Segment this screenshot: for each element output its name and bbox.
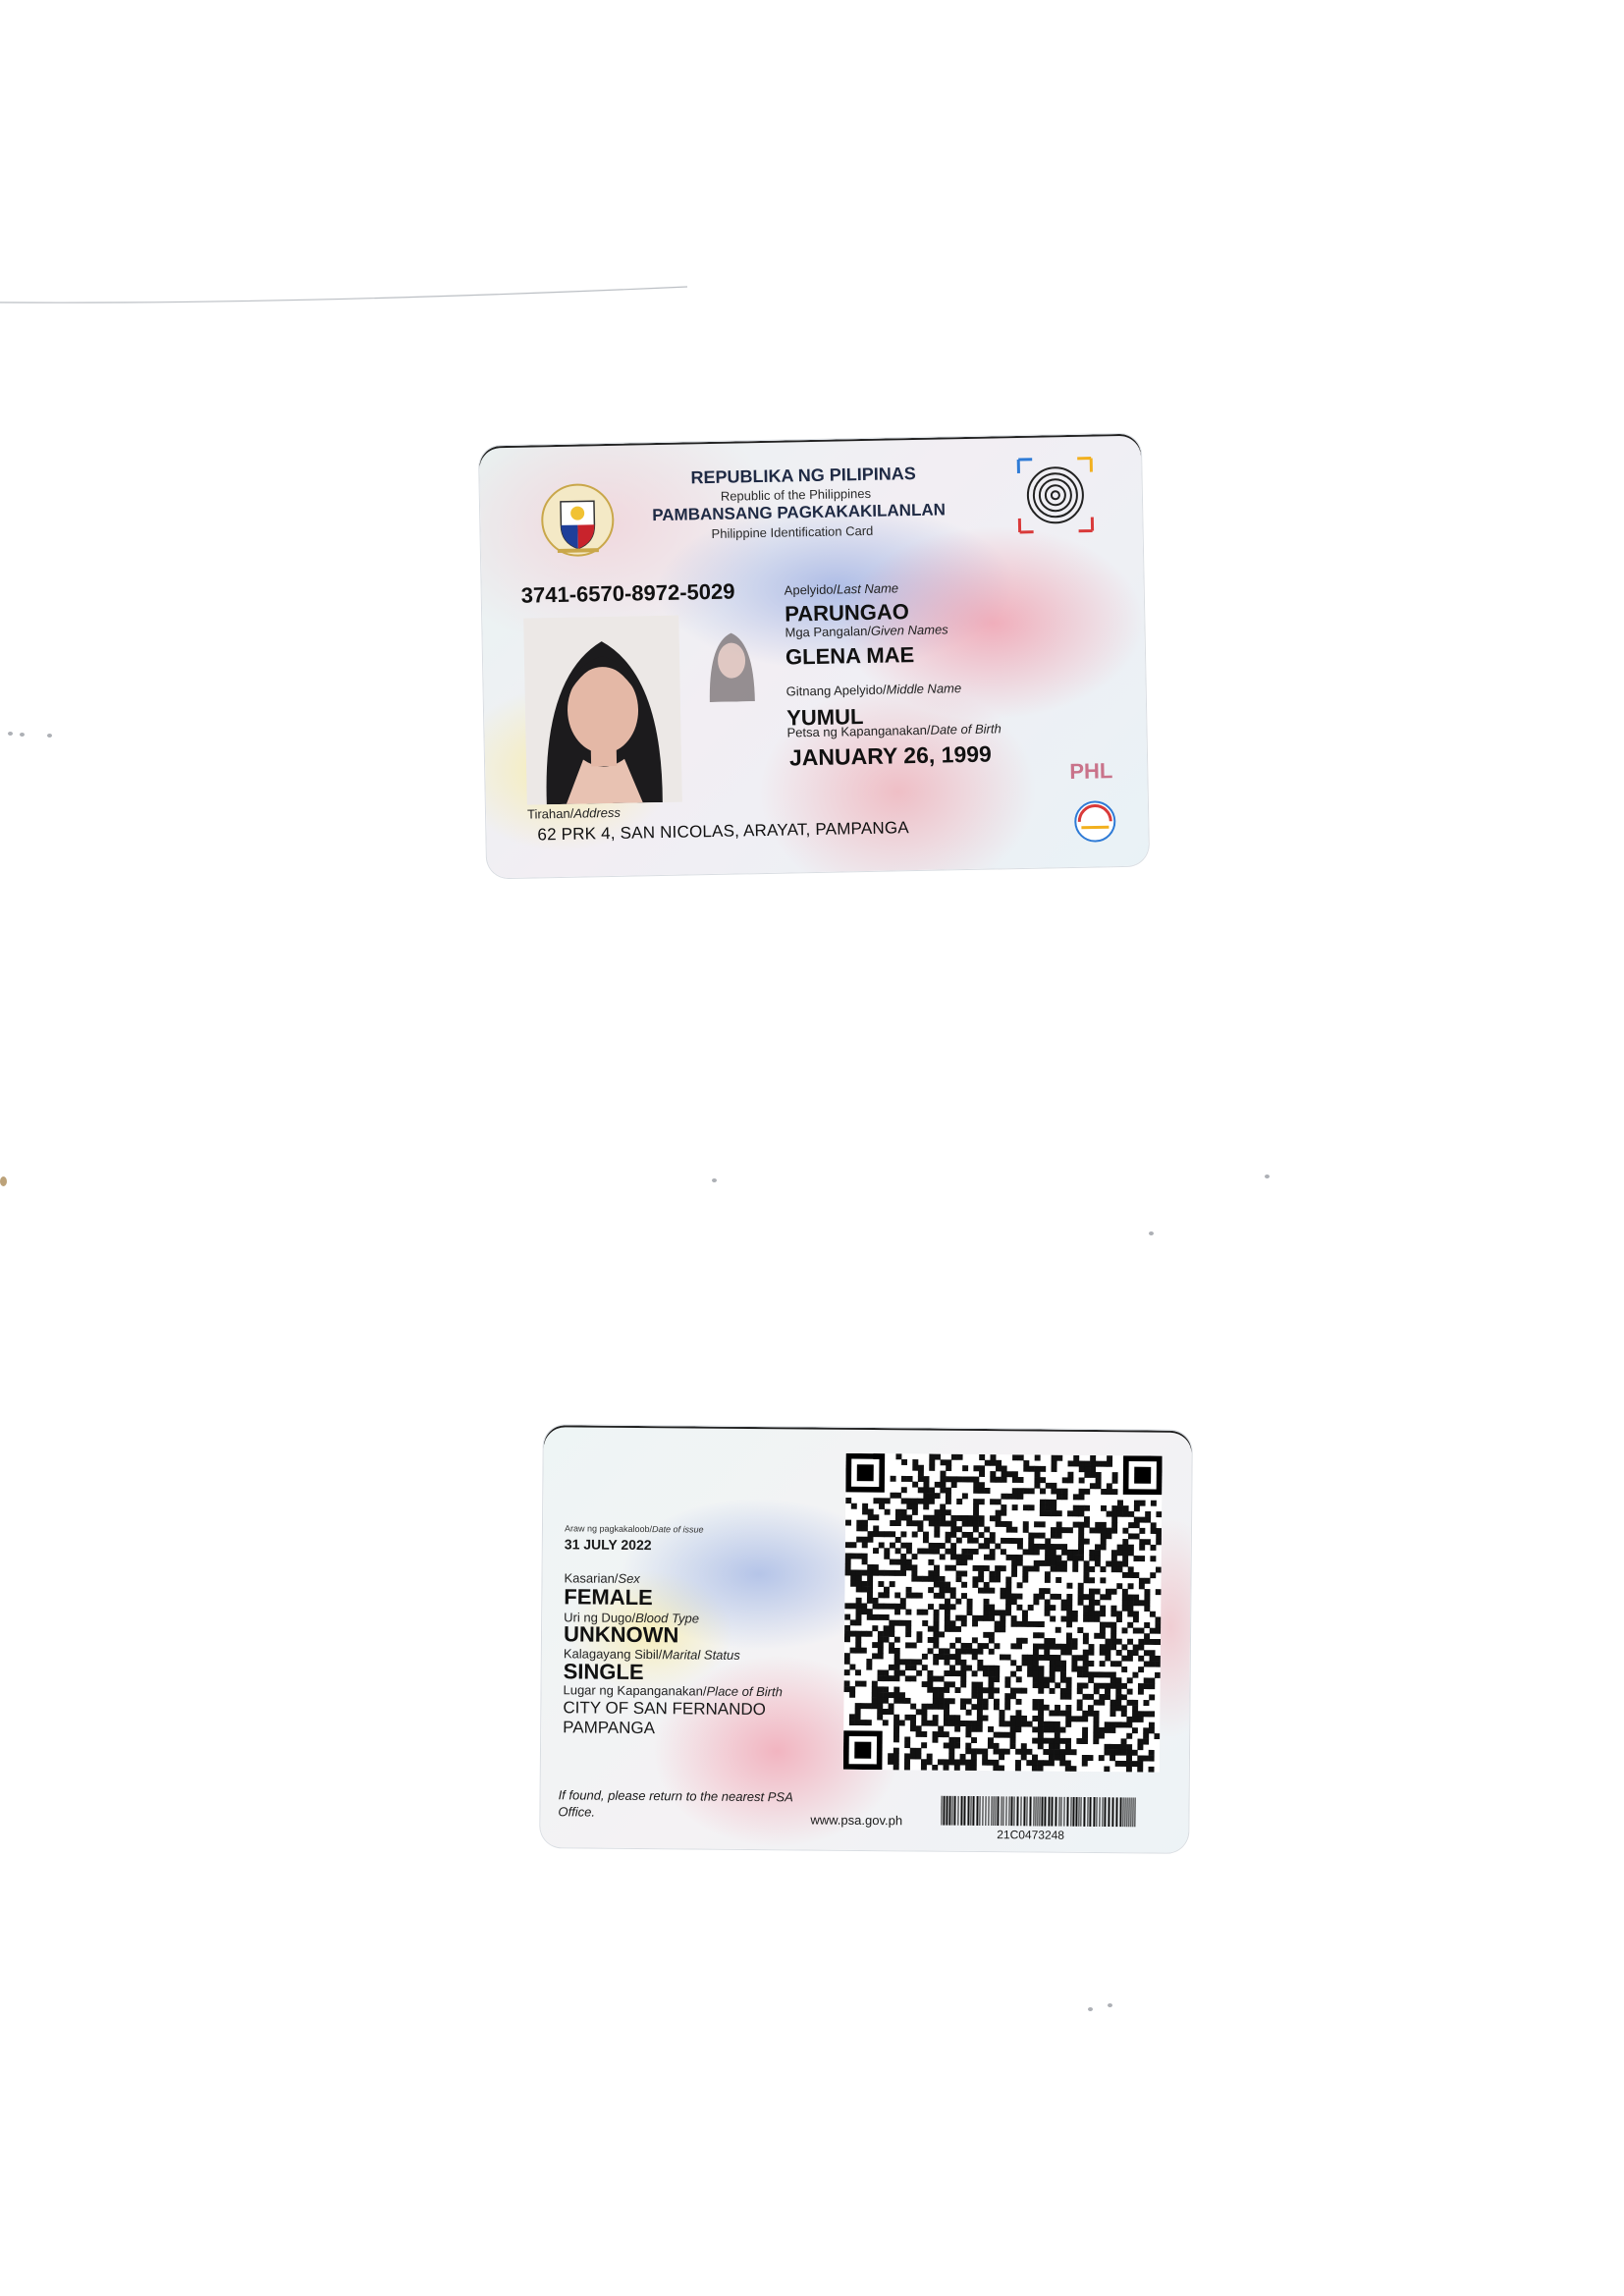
place-of-birth-line1: CITY OF SAN FERNANDO xyxy=(563,1698,767,1720)
address-label: Tirahan/Address xyxy=(526,804,622,822)
found-notice: If found, please return to the nearest PSA Office. xyxy=(558,1787,793,1820)
philippine-seal-icon xyxy=(539,481,617,559)
blood-type-label: Uri ng Dugo/Blood Type xyxy=(564,1610,700,1626)
id-card-back xyxy=(540,1425,1192,1853)
marital-status-value: SINGLE xyxy=(563,1659,644,1685)
date-of-issue-value: 31 JULY 2022 xyxy=(564,1536,652,1554)
given-names-value: GLENA MAE xyxy=(785,642,915,670)
last-name-label: Apelyido/Last Name xyxy=(784,580,899,598)
sex-value: FEMALE xyxy=(564,1584,653,1611)
id-photo xyxy=(523,616,682,805)
scan-speck xyxy=(1088,2007,1093,2011)
ghost-photo xyxy=(700,623,763,702)
scan-speck xyxy=(0,1176,7,1186)
date-of-birth-label: Petsa ng Kapanganakan/Date of Birth xyxy=(786,721,1001,740)
date-of-issue-label: Araw ng pagkakaloob/Date of issue xyxy=(564,1523,704,1535)
scan-speck xyxy=(1108,2003,1112,2007)
scan-speck xyxy=(1149,1231,1154,1235)
republic-title: REPUBLIKA NG PILIPINAS xyxy=(690,463,916,488)
republic-subtitle: Republic of the Philippines xyxy=(720,485,872,504)
place-of-birth-label: Lugar ng Kapanganakan/Place of Birth xyxy=(563,1682,783,1700)
scan-speck xyxy=(20,733,25,737)
sex-label: Kasarian/Sex xyxy=(564,1570,640,1586)
marital-status-label: Kalagayang Sibil/Marital Status xyxy=(563,1646,740,1663)
fingerprint-icon xyxy=(1014,454,1097,536)
scan-speck xyxy=(712,1178,717,1182)
scan-streak xyxy=(0,285,707,314)
blood-type-value: UNKNOWN xyxy=(563,1621,679,1648)
address-value: 62 PRK 4, SAN NICOLAS, ARAYAT, PAMPANGA xyxy=(537,818,910,845)
pcn-number: 3741-6570-8972-5029 xyxy=(520,578,735,608)
id-card-front xyxy=(479,434,1149,879)
given-names-label: Mga Pangalan/Given Names xyxy=(785,622,948,640)
psa-logo-icon xyxy=(1073,799,1117,844)
middle-name-label: Gitnang Apelyido/Middle Name xyxy=(785,681,962,699)
country-code: PHL xyxy=(1069,758,1113,785)
scan-speck xyxy=(8,732,13,736)
scan-speck xyxy=(47,734,52,738)
barcode xyxy=(941,1796,1137,1828)
agency-subtitle: Philippine Identification Card xyxy=(711,522,874,541)
agency-title: PAMBANSANG PAGKAKAKILANLAN xyxy=(652,500,947,525)
website-text: www.psa.gov.ph xyxy=(810,1812,903,1829)
last-name-value: PARUNGAO xyxy=(784,599,910,627)
date-of-birth-value: JANUARY 26, 1999 xyxy=(788,740,993,771)
qr-code xyxy=(843,1453,1163,1773)
card-serial-number: 21C0473248 xyxy=(997,1828,1065,1842)
place-of-birth-line2: PAMPANGA xyxy=(563,1718,656,1738)
scan-speck xyxy=(1265,1175,1270,1178)
middle-name-value: YUMUL xyxy=(785,704,864,731)
